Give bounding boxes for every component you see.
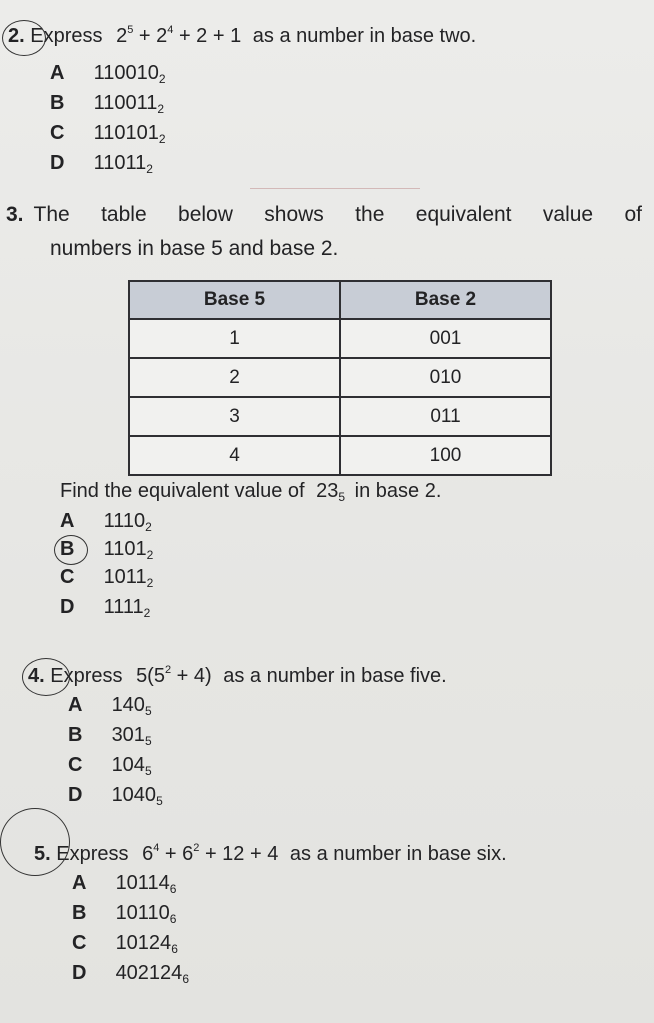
find-suffix: in base 2.: [354, 480, 442, 502]
table-cell: 010: [340, 358, 551, 397]
question-suffix: as a number in base five.: [223, 665, 447, 687]
option-d[interactable]: [50, 152, 153, 176]
question-2-stem: [8, 24, 476, 48]
question-expression: [136, 664, 212, 688]
option-letter: B: [72, 902, 87, 924]
question-4-stem: [28, 664, 447, 688]
question-expression: [116, 24, 241, 48]
table-cell: 3: [129, 397, 340, 436]
option-value: 1101: [103, 538, 147, 560]
question-prefix: Express: [50, 665, 123, 687]
question-5-stem: [34, 842, 507, 866]
option-value: 110101: [93, 122, 159, 144]
option-c[interactable]: [60, 566, 153, 590]
option-base: 5: [144, 704, 152, 718]
expr-exponent: 5: [127, 24, 134, 36]
find-base: 5: [338, 490, 346, 504]
table-header: Base 2: [340, 281, 551, 319]
option-letter: B: [50, 92, 65, 114]
option-value: 1111: [103, 596, 144, 618]
option-c[interactable]: [72, 932, 178, 956]
option-a[interactable]: [72, 872, 176, 896]
expr-term: 5(5: [136, 665, 165, 687]
option-base: 2: [146, 162, 153, 176]
table-cell: 011: [340, 397, 551, 436]
option-value: 110010: [93, 62, 159, 84]
question-text-line-1: The table below shows the equivalent value of: [33, 203, 642, 226]
find-prefix: Find the equivalent value of: [60, 480, 305, 502]
option-value: 140: [111, 694, 145, 716]
option-base: 6: [182, 972, 189, 986]
question-number: 5.: [34, 843, 51, 865]
table-header: Base 5: [129, 281, 340, 319]
option-letter: C: [68, 754, 83, 776]
expr-exponent: 4: [167, 24, 174, 36]
option-base: 2: [157, 102, 165, 116]
option-letter: D: [72, 962, 87, 984]
option-b[interactable]: [68, 724, 152, 748]
option-value: 402124: [115, 962, 183, 984]
option-base: 5: [144, 764, 152, 778]
option-value: 110011: [93, 92, 158, 114]
expr-term: 6: [142, 843, 154, 865]
question-number: 2.: [8, 25, 25, 47]
option-value: 104: [111, 754, 145, 776]
option-letter: A: [68, 694, 83, 716]
expr-exponent: 2: [193, 842, 200, 854]
option-c[interactable]: [50, 122, 166, 146]
faint-pen-mark: [250, 188, 420, 189]
expr-exponent: 4: [153, 842, 160, 854]
expr-operator: +: [138, 25, 151, 47]
option-base: 5: [144, 734, 152, 748]
question-suffix: as a number in base two.: [252, 25, 477, 47]
option-letter: A: [50, 62, 65, 84]
table-cell: 4: [129, 436, 340, 475]
option-letter: C: [72, 932, 87, 954]
option-value: 1011: [103, 566, 147, 588]
question-expression: [142, 842, 278, 866]
option-base: 6: [169, 882, 177, 896]
option-value: 11011: [93, 152, 147, 174]
expr-rest: + 4): [176, 665, 212, 687]
option-letter: A: [60, 510, 75, 532]
pen-circle-mark: [22, 658, 70, 696]
question-text-line-2: numbers in base 5 and base 2.: [50, 237, 339, 260]
option-b[interactable]: [50, 92, 164, 116]
table-row: [129, 436, 551, 475]
option-base: 2: [158, 72, 166, 86]
option-a[interactable]: [60, 510, 152, 534]
option-a[interactable]: [50, 62, 166, 86]
table-cell: 1: [129, 319, 340, 358]
base-conversion-table: [128, 280, 552, 476]
expr-term: 2: [116, 25, 128, 47]
pen-circle-mark: [0, 808, 70, 876]
option-letter: B: [60, 538, 75, 560]
option-c[interactable]: [68, 754, 152, 778]
option-base: 2: [145, 520, 152, 534]
option-letter: B: [68, 724, 83, 746]
option-value: 301: [111, 724, 145, 746]
option-letter: D: [50, 152, 65, 174]
expr-term: 6: [182, 843, 194, 865]
option-letter: C: [50, 122, 65, 144]
option-d[interactable]: [72, 962, 189, 986]
question-prefix: Express: [56, 843, 129, 865]
option-base: 6: [169, 912, 177, 926]
option-letter: D: [68, 784, 83, 806]
question-number: 3.: [6, 203, 24, 226]
option-letter: C: [60, 566, 75, 588]
option-base: 2: [158, 132, 166, 146]
expr-term: 2: [156, 25, 168, 47]
question-number: 4.: [28, 665, 45, 687]
expr-rest: + 2 + 1: [178, 25, 242, 47]
option-value: 10110: [115, 902, 170, 924]
expr-rest: + 12 + 4: [204, 843, 279, 865]
question-suffix: as a number in base six.: [289, 843, 507, 865]
table-cell: 001: [340, 319, 551, 358]
option-letter: D: [60, 596, 75, 618]
expr-operator: +: [164, 843, 177, 865]
option-letter: A: [72, 872, 87, 894]
pen-circle-mark: [2, 20, 46, 56]
find-number: 23: [316, 480, 339, 502]
option-base: 2: [143, 606, 151, 620]
table-header-row: [129, 281, 551, 319]
option-a[interactable]: [68, 694, 152, 718]
option-base: 2: [146, 576, 154, 590]
expr-exponent: 2: [164, 664, 172, 676]
answer-circle-mark: [54, 535, 88, 565]
table-cell: 100: [340, 436, 551, 475]
option-base: 6: [171, 942, 178, 956]
option-base: 2: [146, 548, 154, 562]
option-d[interactable]: [68, 784, 163, 808]
option-value: 1110: [103, 510, 146, 532]
question-3-find: [60, 480, 441, 504]
question-3-stem: [6, 198, 642, 266]
option-d[interactable]: [60, 596, 150, 620]
table-row: [129, 397, 551, 436]
table-row: [129, 358, 551, 397]
option-value: 10124: [115, 932, 172, 954]
option-value: 10114: [115, 872, 170, 894]
table-cell: 2: [129, 358, 340, 397]
option-value: 1040: [111, 784, 157, 806]
option-base: 5: [156, 794, 163, 808]
option-b[interactable]: [72, 902, 176, 926]
question-prefix: Express: [30, 25, 103, 47]
table-row: [129, 319, 551, 358]
